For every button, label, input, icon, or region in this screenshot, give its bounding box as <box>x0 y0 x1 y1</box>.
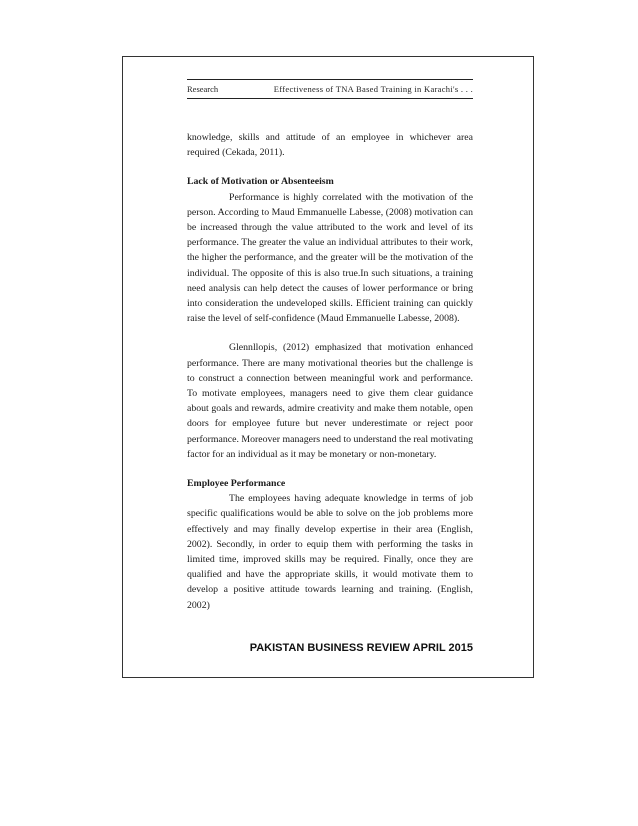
section-heading-performance: Employee Performance <box>187 478 286 490</box>
paragraph-glennllopis: Glennllopis, (2012) emphasized that motivation enhanced performance. There are many motivational theories but the challenge is to construct a connection between meaningful work and performance. To motivate employees, managers need to give them clear guidance about goals and rewards, admire creativity and make them notable, open doors for employee future but never underestimate or reject poor performance. Moreover managers need to understand the real motivating factor for an individual as it may be monetary or non-monetary. <box>187 342 473 460</box>
paragraph-motivation: Performance is highly correlated with the motivation of the person. According to Maud Emmanuelle Labesse, (2008) motivation can be increased through the value attributed to the work and level of its performance. The greater the value an individual attributes to their work, the higher the performance, and the greater will be the motivation of the individual. The opposite of this is also true.In such situations, a training need analysis can help detect the causes of lower performance or bring into consideration the undeveloped skills. Efficient training can quickly raise the level of self-confidence (Maud Emmanuelle Labesse, 2008). <box>187 191 473 325</box>
paragraph-performance: The employees having adequate knowledge in terms of job specific qualifications would be able to solve on the job problems more effectively and may finally develop expertise in their area (English, 2002). Secondly, in order to equip them with performing the tasks in limited time, improved skills may be required. Finally, once they are qualified and have the appropriate skills, it would motivate them to develop a positive attitude towards learning and training. (English, 2002) <box>187 493 473 611</box>
header-article-title: Effectiveness of TNA Based Training in Karachi's . . . <box>273 84 473 94</box>
header-rule <box>187 98 473 99</box>
header-section-label: Research <box>187 84 219 94</box>
section-heading-motivation: Lack of Motivation or Absenteeism <box>187 176 334 188</box>
journal-footer: PAKISTAN BUSINESS REVIEW APRIL 2015 <box>249 642 473 654</box>
paragraph-continued: knowledge, skills and attitude of an employee in whichever area required (Cekada, 2011). <box>187 132 473 159</box>
running-header <box>187 79 473 98</box>
article-body <box>187 130 473 613</box>
